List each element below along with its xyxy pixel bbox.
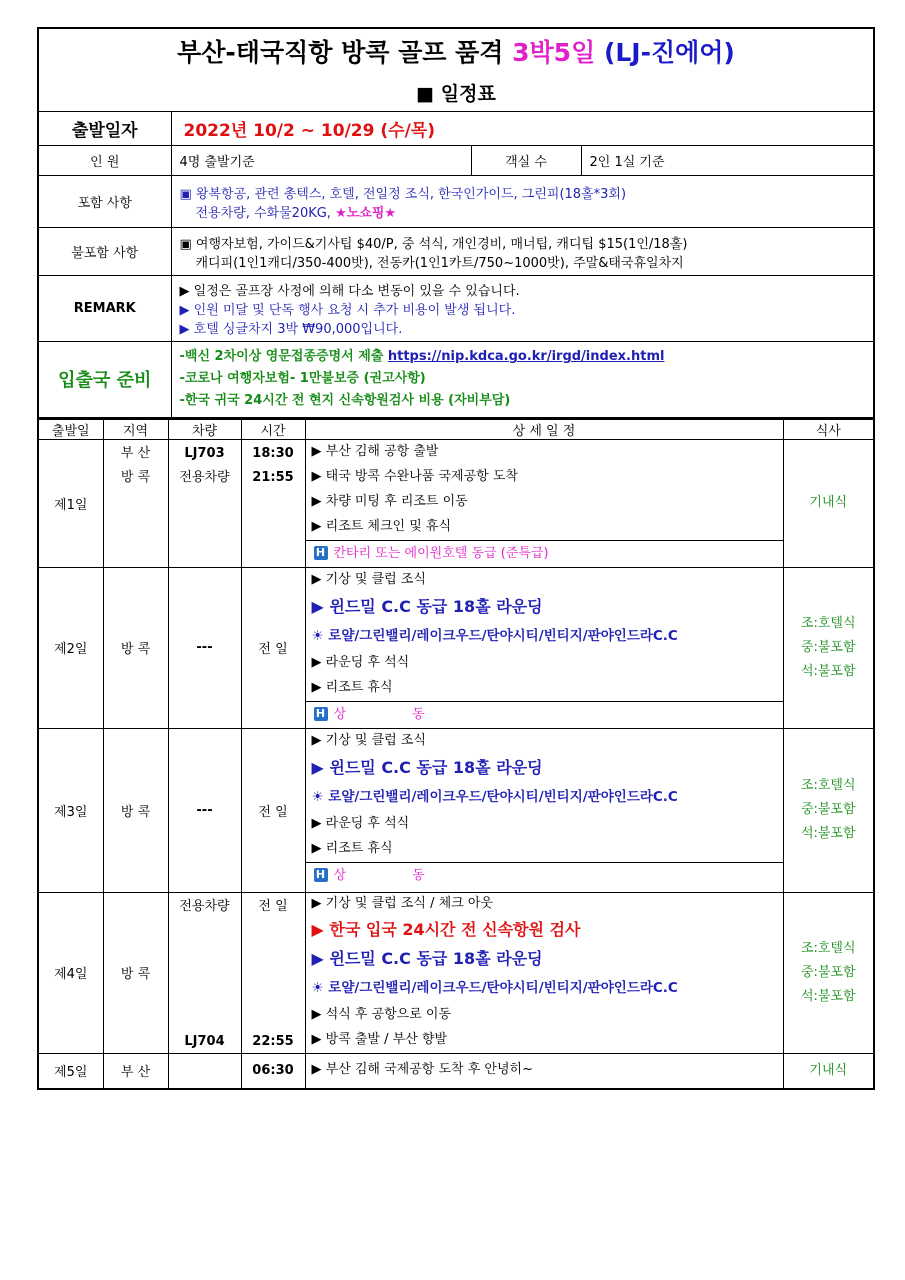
day1-detail xyxy=(305,439,783,567)
day3-row xyxy=(38,728,874,892)
day1-row xyxy=(38,439,874,567)
day4-time: 전 일 22:55 xyxy=(241,892,305,1053)
day4-vehicle: 전용차량 LJ704 xyxy=(168,892,241,1053)
header-day: 출발일 xyxy=(38,419,103,439)
day1-hotel: H 칸타리 또는 에이원호텔 동급 (준특급) xyxy=(306,540,783,567)
day3-time: 전 일 xyxy=(241,728,305,892)
include-label: 포함 사항 xyxy=(38,176,171,228)
day1-time: 18:30 21:55 xyxy=(241,439,305,567)
day1-region: 부 산 방 콕 xyxy=(103,439,168,567)
day2-hotel: H 상 동 xyxy=(306,701,783,728)
kdca-link[interactable]: https://nip.kdca.go.kr/irgd/index.html xyxy=(387,349,665,365)
page-subtitle: ■ 일정표 xyxy=(38,73,874,112)
day5-label: 제5일 xyxy=(38,1053,103,1089)
day2-detail xyxy=(305,567,783,728)
day1-line: ▶ 태국 방콕 수완나품 국제공항 도착 xyxy=(311,468,518,484)
header-detail: 상 세 일 정 xyxy=(305,419,783,439)
day5-detail xyxy=(305,1053,783,1089)
page-title: 부산-태국직항 방콕 골프 품격 3박5일 (LJ-진에어) xyxy=(38,28,874,73)
hotel-h-icon: H xyxy=(314,868,328,882)
room-label: 객실 수 xyxy=(471,146,581,176)
day2-time: 전 일 xyxy=(241,567,305,728)
day3-course: ☀ 로얄/그린밸리/레이크우드/탄야시티/빈티지/판야인드라C.C xyxy=(311,788,678,805)
day2-region: 방 콕 xyxy=(103,567,168,728)
day3-meal: 조:호텔식 중:불포함 석:불포함 xyxy=(783,728,874,892)
schedule-table xyxy=(37,419,875,1091)
day4-line: ▶ 기상 및 클럽 조식 / 체크 아웃 xyxy=(311,895,493,911)
day5-vehicle xyxy=(168,1053,241,1089)
day4-label: 제4일 xyxy=(38,892,103,1053)
day3-hotel: H 상 동 xyxy=(306,862,783,889)
hotel-h-icon: H xyxy=(314,707,328,721)
day3-region: 방 콕 xyxy=(103,728,168,892)
day4-row xyxy=(38,892,874,1053)
itinerary-document xyxy=(37,27,873,1090)
day1-vehicle: LJ703 전용차량 xyxy=(168,439,241,567)
day4-meal: 조:호텔식 중:불포함 석:불포함 xyxy=(783,892,874,1053)
include-value: ▣ 왕복항공, 관련 총텍스, 호텔, 전일정 조식, 한국인가이드, 그린피(18홀*3회) 전용차량, 수화물20KG, ★노쇼핑★ xyxy=(171,176,874,228)
day5-row xyxy=(38,1053,874,1089)
day3-line: ▶ 기상 및 클럽 조식 xyxy=(311,732,426,748)
header-time: 시간 xyxy=(241,419,305,439)
immigration-label: 입출국 준비 xyxy=(38,342,171,418)
day5-meal: 기내식 xyxy=(783,1053,874,1089)
people-value: 4명 출발기준 xyxy=(171,146,471,176)
departure-label: 출발일자 xyxy=(38,112,171,146)
remark-value: ▶ 일정은 골프장 사정에 의해 다소 변동이 있을 수 있습니다. ▶ 인원 미달 및 단독 행사 요청 시 추가 비용이 발생 됩니다. ▶ 호텔 싱글차지 3박 ₩90,000입니다. xyxy=(171,276,874,342)
departure-value: 2022년 10/2 ~ 10/29 (수/목) xyxy=(171,112,874,146)
day3-vehicle: --- xyxy=(168,728,241,892)
day4-test: ▶ 한국 입국 24시간 전 신속항원 검사 xyxy=(311,919,581,939)
day4-course: ☀ 로얄/그린밸리/레이크우드/탄야시티/빈티지/판야인드라C.C xyxy=(311,979,678,996)
remark-label: REMARK xyxy=(38,276,171,342)
day2-golf: ▶ 윈드밀 C.C 동급 18홀 라운딩 xyxy=(311,596,543,616)
people-label: 인 원 xyxy=(38,146,171,176)
day3-detail xyxy=(305,728,783,892)
day5-time: 06:30 xyxy=(241,1053,305,1089)
day1-meal: 기내식 xyxy=(783,439,874,567)
info-table xyxy=(37,27,875,419)
room-value: 2인 1실 기준 xyxy=(581,146,874,176)
header-vehicle: 차량 xyxy=(168,419,241,439)
day2-label: 제2일 xyxy=(38,567,103,728)
day1-label: 제1일 xyxy=(38,439,103,567)
day1-line: ▶ 리조트 체크인 및 휴식 xyxy=(311,518,452,534)
exclude-label: 불포함 사항 xyxy=(38,228,171,276)
header-region: 지역 xyxy=(103,419,168,439)
day5-line: ▶ 부산 김해 국제공항 도착 후 안녕히~ xyxy=(311,1062,533,1078)
day4-region: 방 콕 xyxy=(103,892,168,1053)
day2-line: ▶ 라운딩 후 석식 xyxy=(311,654,410,670)
day3-line: ▶ 라운딩 후 석식 xyxy=(311,815,410,831)
day3-line: ▶ 리조트 휴식 xyxy=(311,840,393,856)
day1-line: ▶ 차량 미팅 후 리조트 이동 xyxy=(311,493,468,509)
day2-meal: 조:호텔식 중:불포함 석:불포함 xyxy=(783,567,874,728)
exclude-value: ▣ 여행자보험, 가이드&기사팁 $40/P, 중 석식, 개인경비, 매너팁, 캐디팁 $15(1인/18홀) 캐디피(1인1캐디/350-400밧), 전동카(1인1카트/750~1000밧), 주말&태국휴일차지 xyxy=(171,228,874,276)
day2-row xyxy=(38,567,874,728)
day2-course: ☀ 로얄/그린밸리/레이크우드/탄야시티/빈티지/판야인드라C.C xyxy=(311,627,678,644)
header-meal: 식사 xyxy=(783,419,874,439)
day2-line: ▶ 기상 및 클럽 조식 xyxy=(311,571,426,587)
hotel-h-icon: H xyxy=(314,546,328,560)
day5-region: 부 산 xyxy=(103,1053,168,1089)
day4-detail xyxy=(305,892,783,1053)
day4-line: ▶ 방콕 출발 / 부산 향발 xyxy=(311,1031,448,1047)
immigration-value: -백신 2차이상 영문접종증명서 제출 https://nip.kdca.go.kr/irgd/index.html -코로나 여행자보험- 1만불보증 (권고사항) -한국 귀국 24시간 전 현지 신속항원검사 비용 (자비부담) xyxy=(171,342,874,418)
day4-line: ▶ 석식 후 공항으로 이동 xyxy=(311,1006,452,1022)
day4-golf: ▶ 윈드밀 C.C 동급 18홀 라운딩 xyxy=(311,948,543,968)
schedule-header-row xyxy=(38,419,874,439)
day2-line: ▶ 리조트 휴식 xyxy=(311,679,393,695)
day1-line: ▶ 부산 김해 공항 출발 xyxy=(311,443,439,459)
day2-vehicle: --- xyxy=(168,567,241,728)
day3-golf: ▶ 윈드밀 C.C 동급 18홀 라운딩 xyxy=(311,757,543,777)
day3-label: 제3일 xyxy=(38,728,103,892)
